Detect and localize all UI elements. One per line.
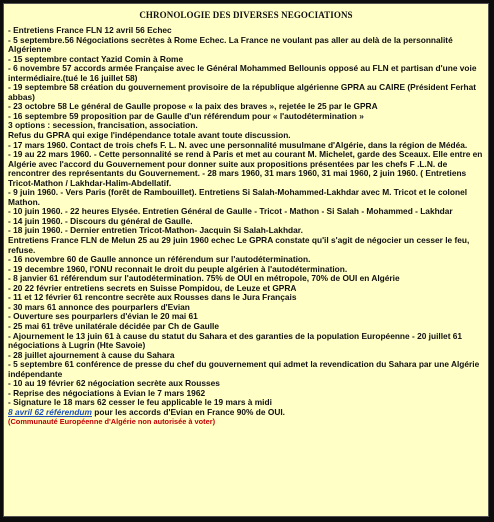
chronology-entry: - 16 septembre 59 proposition par de Gaulle d'un référendum pour « l'autodétermination » [8,110,364,121]
footnote: (Communauté Européenne d'Algérie non autorisée à voter) [8,417,216,427]
chronology-entry: - 5 septembre.56 Négociations secrètes à Rome Echec. La France ne voulant pas aller au delà de la personnalité Algérienne [8,34,453,55]
chronology-entry: - 17 mars 1960. Contact de trois chefs F. L. N. avec une personnalité musulmane d'Algérie, dans la région de Médéa. [8,139,468,150]
chronology-list [8,26,484,427]
chronology-entry: - Ouverture ses pourparlers d'évian le 20 mai 61 [8,311,198,322]
last-entry-text: pour les accords d'Evian en France 90% de OUI. [91,406,285,417]
chronology-entry: - Signature le 18 mars 62 cesser le feu applicable le 19 mars à midi [8,397,272,408]
chronology-entry: - 6 novembre 57 accords armée Française avec le Général Mohammed Bellounis opposé au FLN et partisan d'une voie intermédiaire.(tué le 16 juillet 58) [8,63,477,83]
chronology-entry: - 28 juillet ajournement à cause du Sahara [8,349,175,360]
last-entry [8,408,484,418]
chronology-entry: - 19 septembre 58 création du gouvernement provisoire de la république algérienne GPRA au CAIRE (Président Ferhat abbas) [8,82,476,102]
chronology-entry: - 15 septembre contact Yazid Comin à Rome [8,53,184,64]
chronology-entry: Refus du GPRA qui exige l'indépendance totale avant toute discussion. [8,130,291,141]
chronology-entry: - 10 juin 1960. - 22 heures Elysée. Entretien Général de Gaulle - Tricot - Mathon - Si Salah - Mohammed - Lakhdar [8,206,453,217]
chronology-entry: Entretiens France FLN de Melun 25 au 29 juin 1960 echec Le GPRA constate qu'il s'agit de négocier un cesser le feu, refuse. [8,235,470,255]
chronology-entry: - 14 juin 1960. - Discours du général de Gaulle. [8,215,193,226]
chronology-entry: - 23 octobre 58 Le général de Gaulle propose « la paix des braves », rejetée le 25 par le GPRA [8,101,378,112]
chronology-panel [3,3,489,517]
chronology-entry: - 30 mars 61 annonce des pourparlers d'Evian [8,301,190,312]
chronology-entry: - Entretiens France FLN 12 avril 56 Echec [8,25,172,35]
chronology-entry: - Ajournement le 13 juin 61 à cause du statut du Sahara et des garanties de la population Européenne - 20 juillet 61 négociations à Lugrin (Hte Savoie) [8,330,463,351]
chronology-entry: - 25 mai 61 trêve unilatérale décidée par Ch de Gaulle [8,320,220,331]
chronology-entry: - 16 novembre 60 de Gaulle annonce un référendum sur l'autodétermination. [8,254,311,265]
chronology-entry: - 10 au 19 février 62 négociation secrète aux Rousses [8,378,220,389]
chronology-entry: - 20 22 février entretiens secrets en Suisse Pompidou, de Leuze et GPRA [8,282,297,293]
chronology-entry: - 19 au 22 mars 1960. - Cette personnalité se rend à Paris et met au courant M. Michelet, garde des Sceaux. Elle entre en Algérie avec l'accord du Gouvernement pour donner suite aux propositions présentées par les chefs F .L.N. de rencontrer des représentants du Gouvernement. - 28 mars 1960, 31 mars 1960, 31 mai 1960, 2 juin 1960. ( Entretiens Tricot-Mathon / Lakhdar-Halim-Abdellatif. [8,149,483,188]
chronology-entry: - 5 septembre 61 conférence de presse du chef du gouvernement qui admet la revendication du Sahara par une Algérie indépendante [8,359,480,379]
chronology-entry: - Reprise des négociations à Evian le 7 mars 1962 [8,387,206,398]
chronology-entry: - 18 juin 1960. - Dernier entretien Tricot-Mathon- Jacquin Si Salah-Lakhdar. [8,225,303,236]
chronology-entry: - 11 et 12 février 61 rencontre secrète aux Rousses dans le Jura Français [8,292,297,303]
chronology-entry: 3 options : secession, francisation, association. [8,120,198,131]
chronology-entry: - 9 juin 1960. - Vers Paris (forêt de Rambouillet). Entretiens Si Salah-Mohammed-Lakhdar avec M. Tricot et le colonel Mathon. [8,187,468,207]
page-title: CHRONOLOGIE DES DIVERSES NEGOCIATIONS [139,10,353,20]
chronology-entry: - 19 decembre 1960, l'ONU reconnait le droit du peuple algérien à l'autodétermination. [8,263,348,274]
referendum-link[interactable]: 8 avril 62 référendum [8,406,92,417]
chronology-entry: - 8 janvier 61 référendum sur l'autodétermination. 75% de OUI en métropole, 70% de OUI en Algérie [8,273,400,284]
